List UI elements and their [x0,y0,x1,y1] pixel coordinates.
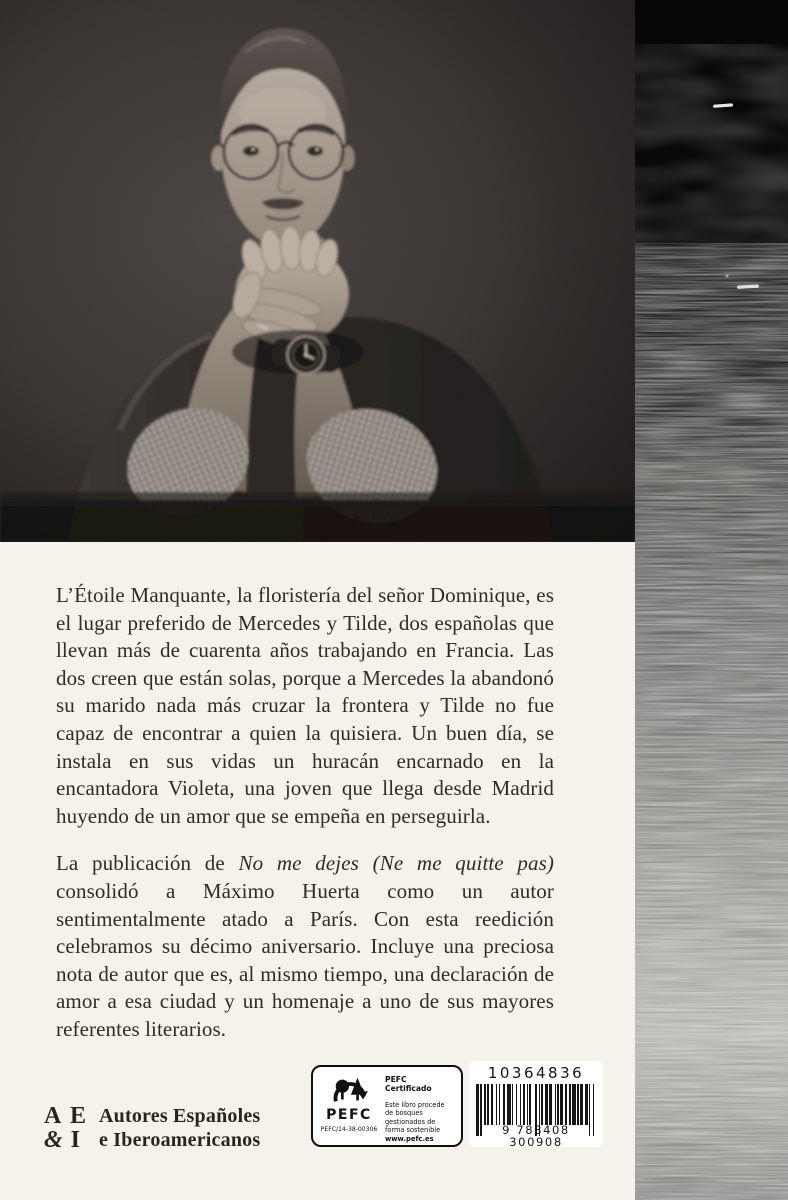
pefc-body-text: Este libro procede de bosques gestionados de forma sostenible [385,1101,445,1135]
blurb-paragraph-1: L’Étoile Manquante, la floristería del señor Dominique, es el lugar preferido de Mercedes y Tilde, dos españolas que llevan más de cuarenta años trabajando en Francia. Las dos creen que están solas, porque a Mercedes la abandonó su marido nada más cruzar la frontera y Tilde no fue capaz de encontrar a quien la quisiera. Un buen día, se instala en sus vidas un huracán encarnado en la encantadora Violeta, una joven que llega desde Madrid huyendo de un amor que se empeña en perseguirla. [56,583,554,828]
back-cover-blurb [56,582,554,1044]
pefc-brand-text: PEFC [326,1107,372,1123]
monogram-line-2 [44,1128,88,1152]
ampersand-glyph: & [44,1127,63,1153]
pefc-cert-code: PEFC/14-38-00306 [320,1126,378,1133]
monogram-line-1: A E [44,1103,89,1129]
collection-name-line-2: e Iberoamericanos [99,1129,261,1151]
pefc-certification-label [311,1065,463,1147]
barcode-top-number: 10364836 [487,1064,585,1082]
collection-name-line-1: Autores Españoles [99,1105,261,1127]
author-portrait-photo [0,0,635,542]
blurb-paragraph-2 [56,850,554,1043]
blurb-p2-book-title: No me dejes (Ne me quitte pas) [238,851,554,876]
blurb-p2-end: consolidó a Máximo Huerta como un autor sentimentalmente atado a París. Con esta reedición celebramos su décimo aniversario. Incluye una preciosa nota de autor que es, al mismo tiempo, una declaración de amor a esa ciudad y un homenaje a uno de sus mayores referentes literarios. [56,878,554,1041]
pefc-text-block [385,1072,455,1141]
publisher-collection-mark [44,1104,260,1152]
pefc-logo-icon [326,1072,372,1108]
pefc-heading: PEFC Certificado [385,1075,432,1093]
pefc-website: www.pefc.es [385,1134,434,1143]
monogram-letter-i: I [62,1127,83,1153]
portrait-illustration [0,0,635,542]
publisher-collection-name [99,1104,260,1152]
motion-blur-photo-strip [635,0,788,1200]
blur-strip-illustration [635,0,788,1200]
publisher-monogram [44,1104,88,1152]
barcode-label [469,1061,603,1147]
barcode-isbn-digits: 9 788408 300908 [502,1123,570,1149]
blurb-p2-start: La publicación de [56,851,239,876]
pefc-logo-block [319,1072,379,1141]
